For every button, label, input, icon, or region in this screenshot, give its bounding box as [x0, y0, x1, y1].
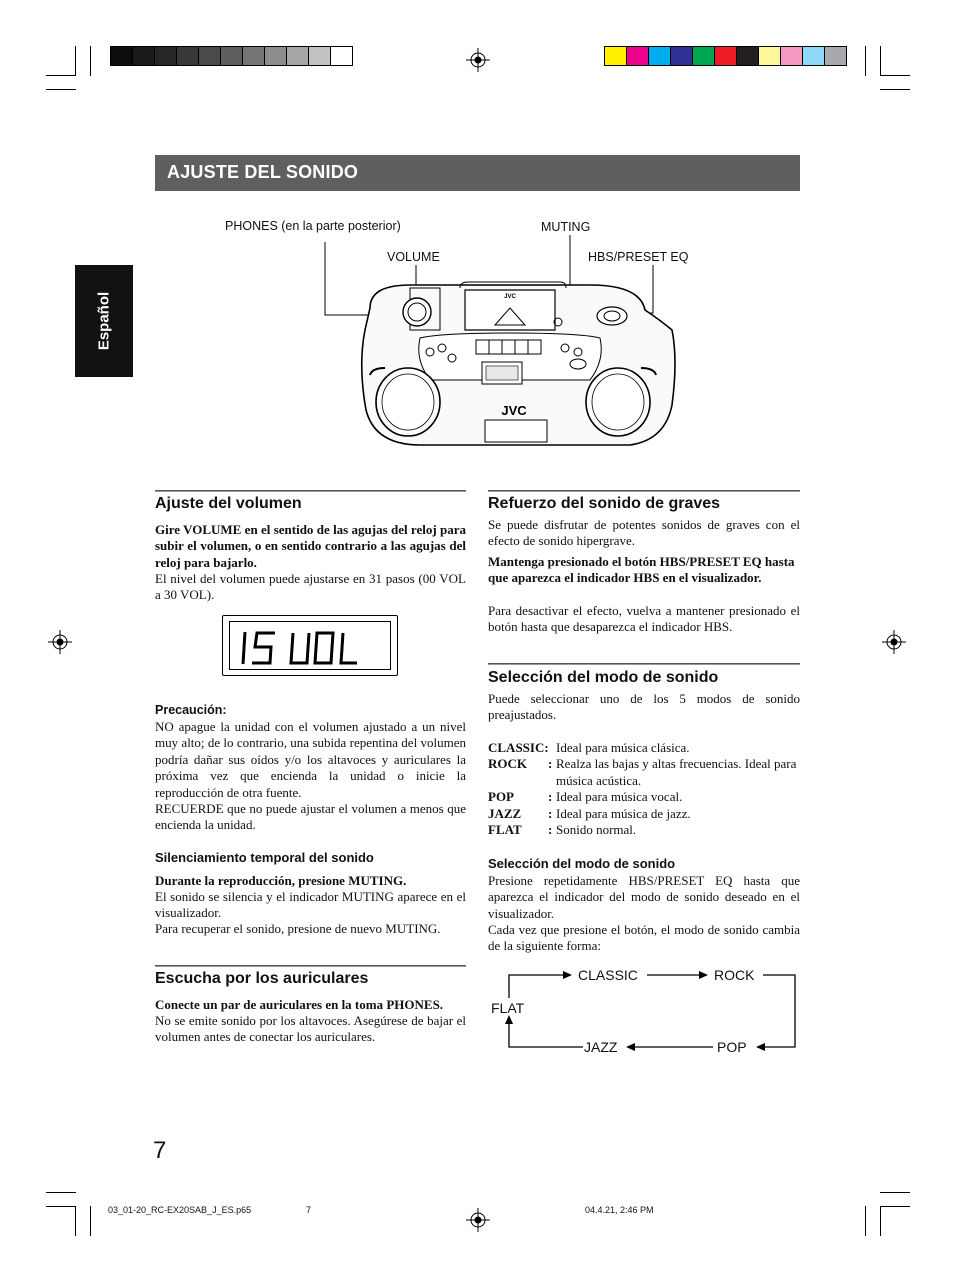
headphones-heading: Escucha por los auriculares	[155, 970, 369, 987]
section-title-band	[155, 155, 800, 191]
sound-mode-subheading: Selección del modo de sonido	[488, 856, 676, 871]
boombox-illustration	[300, 230, 700, 465]
mode-cycle-diagram	[495, 960, 805, 1060]
crop-mark	[880, 75, 910, 76]
calibration-swatch	[286, 46, 309, 66]
sound-mode-list	[488, 740, 800, 838]
svg-text:JVC: JVC	[501, 403, 527, 418]
mode-desc: Ideal para música de jazz.	[556, 805, 691, 821]
muting-body-2: Para recuperar el sonido, presione de nuevo MUTING.	[155, 921, 441, 936]
calibration-swatch	[176, 46, 199, 66]
volume-instruction: Gire VOLUME en el sentido de las agujas del reloj para subir el volumen, o en sentido contrario a las agujas del reloj para bajarlo.	[155, 522, 466, 570]
crop-mark	[75, 1206, 76, 1236]
calibration-swatch	[692, 46, 715, 66]
calibration-swatch	[780, 46, 803, 66]
sound-mode-sub-body-2: Cada vez que presione el botón, el modo de sonido cambia de la siguiente forma:	[488, 922, 800, 954]
language-tab-label: Español	[95, 291, 113, 351]
calibration-swatch	[220, 46, 243, 66]
mode-key: ROCK	[488, 756, 527, 772]
calibration-swatch	[648, 46, 671, 66]
volume-body: El nivel del volumen puede ajustarse en 31 pasos (00 VOL a 30 VOL).	[155, 571, 466, 603]
caution-body-2: RECUERDE que no puede ajustar el volumen a menos que encienda la unidad.	[155, 801, 466, 833]
sound-mode-sub-body: Presione repetidamente HBS/PRESET EQ hasta que aparezca el indicador del modo de sonido deseado en el visualizador.	[488, 873, 800, 921]
hbs-label: HBS/PRESET EQ	[588, 250, 689, 264]
mode-row: JAZZ : Ideal para música de jazz.	[488, 806, 800, 822]
page-number: 7	[153, 1137, 167, 1164]
muting-body: El sonido se silencia y el indicador MUTING aparece en el visualizador.	[155, 889, 466, 921]
crop-mark	[75, 46, 76, 76]
bass-body: Para desactivar el efecto, vuelva a mantener presionado el botón hasta que desaparezca el indicador HBS.	[488, 603, 800, 635]
section-rule	[488, 663, 800, 665]
calibration-swatch	[264, 46, 287, 66]
mode-row: POP : Ideal para música vocal.	[488, 789, 800, 805]
crop-mark	[90, 1206, 91, 1236]
language-tab	[75, 265, 133, 377]
volume-label: VOLUME	[387, 250, 440, 264]
calibration-swatch	[824, 46, 847, 66]
headphones-body: No se emite sonido por los altavoces. Asegúrese de bajar el volumen antes de conectar los auriculares.	[155, 1013, 466, 1045]
mode-flat: FLAT	[491, 1000, 525, 1016]
crop-mark	[880, 89, 910, 90]
calibration-swatch	[110, 46, 133, 66]
mode-rock: ROCK	[714, 967, 755, 983]
calibration-swatch	[714, 46, 737, 66]
bass-instruction: Mantenga presionado el botón HBS/PRESET EQ hasta que aparezca el indicador HBS en el visualizador.	[488, 554, 795, 586]
crop-mark	[46, 1206, 76, 1207]
mode-jazz: JAZZ	[584, 1039, 618, 1055]
mode-key: FLAT	[488, 822, 522, 838]
mode-key: POP	[488, 789, 514, 805]
crop-mark	[90, 46, 91, 76]
bass-intro: Se puede disfrutar de potentes sonidos de graves con el efecto de sonido hipergrave.	[488, 517, 800, 549]
mode-desc: Sonido normal.	[556, 822, 637, 838]
section-title: AJUSTE DEL SONIDO	[167, 162, 359, 182]
crop-mark	[880, 1192, 910, 1193]
display-segments	[237, 630, 357, 666]
mode-classic: CLASSIC	[578, 967, 638, 983]
sound-mode-intro: Puede seleccionar uno de los 5 modos de sonido preajustados.	[488, 691, 800, 723]
crop-mark	[880, 1206, 881, 1236]
calibration-swatch	[132, 46, 155, 66]
mode-row: ROCK : Realza las bajas y altas frecuencias. Ideal para música acústica.	[488, 756, 800, 789]
calibration-swatch	[198, 46, 221, 66]
crop-mark	[865, 1206, 866, 1236]
muting-instruction: Durante la reproducción, presione MUTING.	[155, 873, 407, 888]
registration-mark-icon	[466, 1208, 490, 1232]
crop-mark	[46, 1192, 76, 1193]
mode-desc: Ideal para música clásica.	[556, 740, 690, 755]
calibration-swatch	[604, 46, 627, 66]
phones-label: PHONES (en la parte posterior)	[225, 219, 401, 233]
mode-desc: Ideal para música vocal.	[556, 789, 683, 805]
section-rule	[488, 490, 800, 492]
caution-body: NO apague la unidad con el volumen ajustado a un nivel muy alto; de lo contrario, una subida repentina del volumen podría dañar sus oídos y/o los altavoces y auriculares la próxima vez que encienda la unidad o inicie la reproducción de otra fuente.	[155, 719, 466, 800]
section-rule	[155, 965, 466, 967]
mode-pop: POP	[717, 1039, 747, 1055]
footer-file: 03_01-20_RC-EX20SAB_J_ES.p65	[108, 1205, 252, 1215]
mode-row: FLAT : Sonido normal.	[488, 822, 800, 838]
crop-mark	[865, 46, 866, 76]
mode-row	[488, 740, 800, 756]
calibration-swatch	[330, 46, 353, 66]
sound-mode-heading: Selección del modo de sonido	[488, 669, 719, 686]
registration-mark-icon	[48, 630, 72, 654]
calibration-swatch	[736, 46, 759, 66]
bass-heading: Refuerzo del sonido de graves	[488, 495, 721, 512]
section-rule	[155, 490, 466, 492]
volume-heading: Ajuste del volumen	[155, 495, 302, 512]
calibration-swatch	[758, 46, 781, 66]
calibration-swatch	[802, 46, 825, 66]
mode-desc: Realza las bajas y altas frecuencias. Ideal para música acústica.	[556, 756, 797, 788]
calibration-swatch	[154, 46, 177, 66]
footer-page: 7	[306, 1205, 312, 1215]
muting-heading: Silenciamiento temporal del sonido	[155, 850, 374, 865]
crop-mark	[46, 89, 76, 90]
registration-mark-icon	[882, 630, 906, 654]
svg-text:JVC: JVC	[504, 294, 516, 300]
headphones-instruction: Conecte un par de auriculares en la toma PHONES.	[155, 997, 444, 1012]
registration-mark-icon	[466, 48, 490, 72]
calibration-swatch	[308, 46, 331, 66]
calibration-swatch	[670, 46, 693, 66]
calibration-swatch	[626, 46, 649, 66]
caution-heading: Precaución:	[155, 703, 227, 717]
crop-mark	[880, 46, 881, 76]
mode-key: CLASSIC:	[488, 740, 549, 755]
muting-label: MUTING	[541, 220, 591, 234]
volume-display	[222, 615, 398, 676]
mode-key: JAZZ	[488, 805, 522, 821]
crop-mark	[880, 1206, 910, 1207]
footer-date: 04.4.21, 2:46 PM	[585, 1205, 654, 1215]
crop-mark	[46, 75, 76, 76]
calibration-swatch	[242, 46, 265, 66]
